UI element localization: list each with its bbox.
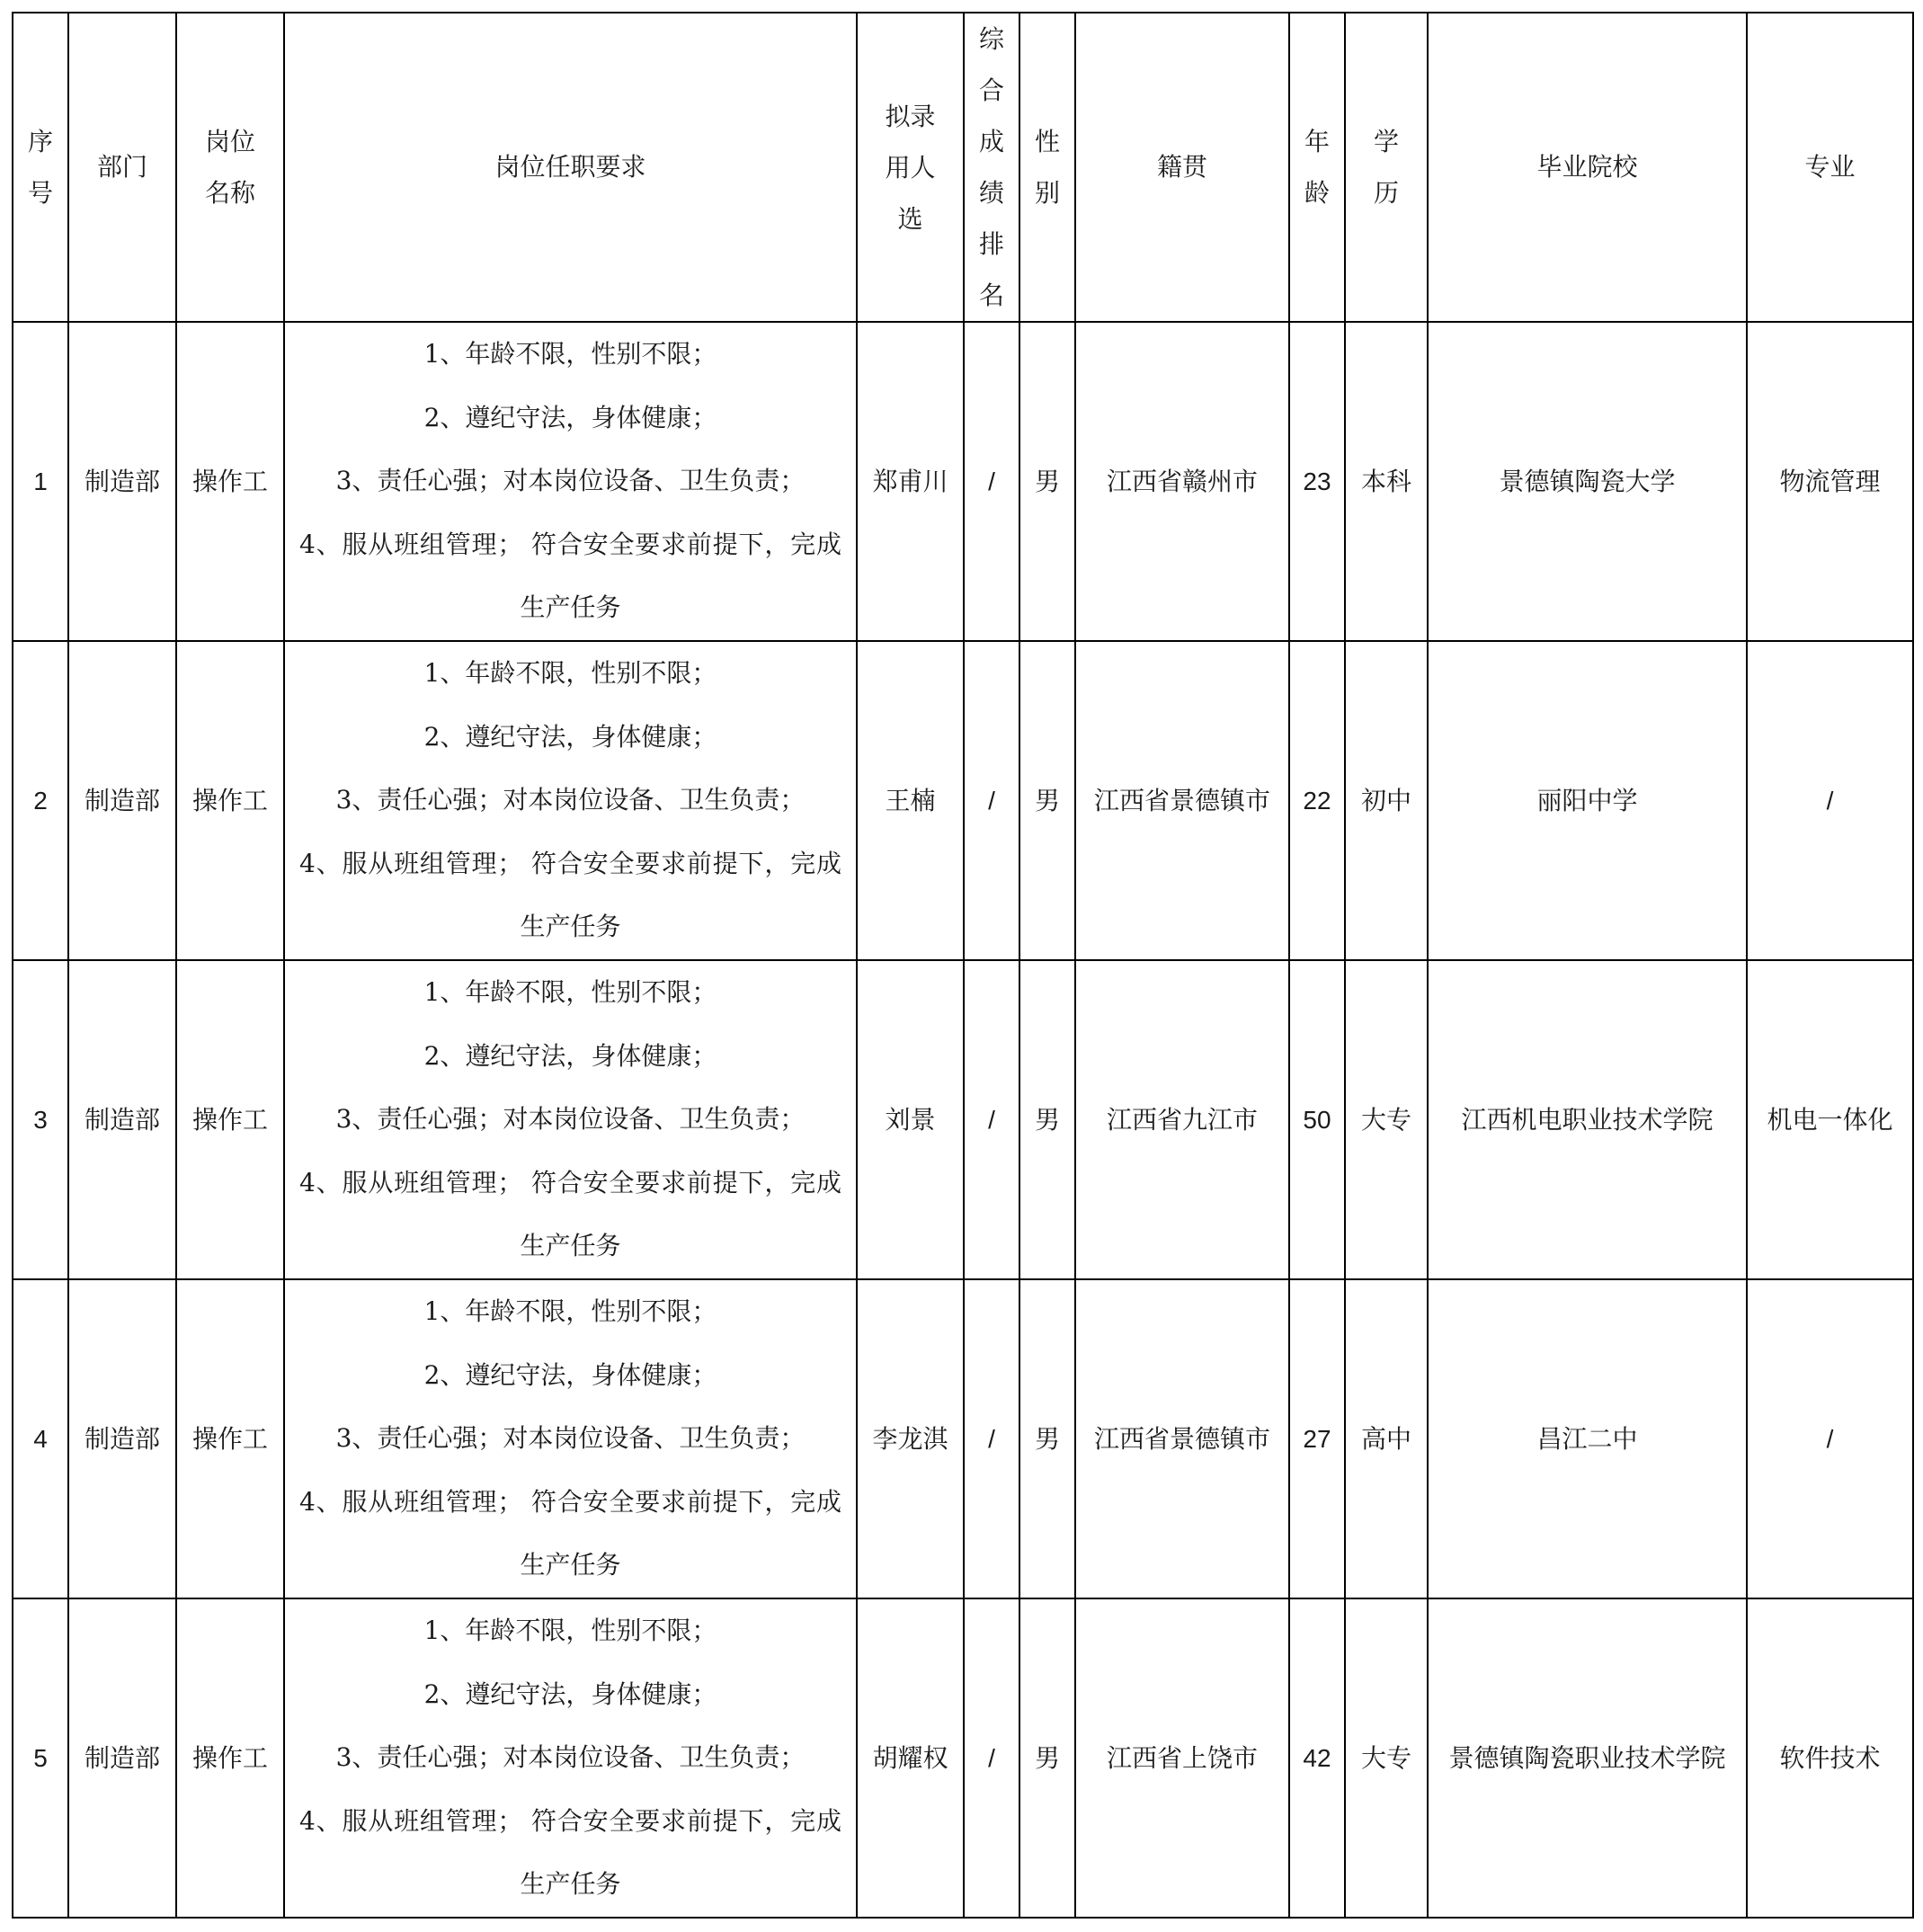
requirement-line: 3、责任心强；对本岗位设备、卫生负责； bbox=[335, 1742, 806, 1773]
hiring-roster-table bbox=[12, 12, 1914, 1919]
cell-position: 操作工 bbox=[176, 1279, 284, 1598]
cell-position: 操作工 bbox=[176, 322, 284, 641]
header-education: 学历 bbox=[1345, 13, 1428, 322]
cell-major: 软件技术 bbox=[1747, 1598, 1913, 1918]
cell-major: / bbox=[1747, 641, 1913, 960]
cell-origin: 江西省九江市 bbox=[1075, 960, 1289, 1279]
requirement-line: 1、年龄不限，性别不限； bbox=[423, 339, 717, 369]
requirement-line: 1、年龄不限，性别不限； bbox=[423, 1296, 717, 1327]
requirement-line: 2、遵纪守法，身体健康； bbox=[423, 721, 717, 752]
cell-dept: 制造部 bbox=[68, 1598, 176, 1918]
cell-dept: 制造部 bbox=[68, 322, 176, 641]
requirement-line: 4、服从班组管理； 符合安全要求前提下，完成生产任务 bbox=[299, 1167, 841, 1261]
header-position: 岗位名称 bbox=[176, 13, 284, 322]
cell-school: 江西机电职业技术学院 bbox=[1428, 960, 1747, 1279]
requirement-line: 4、服从班组管理； 符合安全要求前提下，完成生产任务 bbox=[299, 1486, 841, 1580]
cell-major: / bbox=[1747, 1279, 1913, 1598]
cell-school: 景德镇陶瓷职业技术学院 bbox=[1428, 1598, 1747, 1918]
cell-requirements bbox=[284, 322, 857, 641]
cell-gender: 男 bbox=[1019, 322, 1075, 641]
cell-dept: 制造部 bbox=[68, 641, 176, 960]
cell-major: 机电一体化 bbox=[1747, 960, 1913, 1279]
table-row bbox=[13, 1598, 1913, 1918]
cell-education: 大专 bbox=[1345, 960, 1428, 1279]
cell-rank: / bbox=[964, 641, 1019, 960]
requirement-line: 3、责任心强；对本岗位设备、卫生负责； bbox=[335, 1423, 806, 1454]
cell-education: 高中 bbox=[1345, 1279, 1428, 1598]
cell-education: 本科 bbox=[1345, 322, 1428, 641]
requirement-line: 4、服从班组管理； 符合安全要求前提下，完成生产任务 bbox=[299, 1805, 841, 1900]
cell-seq: 1 bbox=[13, 322, 68, 641]
requirement-line: 2、遵纪守法，身体健康； bbox=[423, 1359, 717, 1390]
table-row bbox=[13, 641, 1913, 960]
cell-candidate: 郑甫川 bbox=[857, 322, 964, 641]
header-row bbox=[13, 13, 1913, 322]
requirement-line: 3、责任心强；对本岗位设备、卫生负责； bbox=[335, 466, 806, 496]
requirement-line: 3、责任心强；对本岗位设备、卫生负责； bbox=[335, 1104, 806, 1135]
header-dept: 部门 bbox=[68, 13, 176, 322]
header-requirements: 岗位任职要求 bbox=[284, 13, 857, 322]
cell-age: 22 bbox=[1289, 641, 1345, 960]
requirement-line: 4、服从班组管理； 符合安全要求前提下，完成生产任务 bbox=[299, 529, 841, 623]
cell-seq: 5 bbox=[13, 1598, 68, 1918]
cell-rank: / bbox=[964, 322, 1019, 641]
header-rank: 综合成绩排名 bbox=[964, 13, 1019, 322]
requirement-line: 2、遵纪守法，身体健康； bbox=[423, 1040, 717, 1071]
cell-gender: 男 bbox=[1019, 641, 1075, 960]
cell-dept: 制造部 bbox=[68, 960, 176, 1279]
table-row bbox=[13, 322, 1913, 641]
cell-education: 大专 bbox=[1345, 1598, 1428, 1918]
cell-candidate: 李龙淇 bbox=[857, 1279, 964, 1598]
cell-school: 丽阳中学 bbox=[1428, 641, 1747, 960]
requirement-line: 1、年龄不限，性别不限； bbox=[423, 977, 717, 1008]
cell-requirements bbox=[284, 1598, 857, 1918]
cell-school: 景德镇陶瓷大学 bbox=[1428, 322, 1747, 641]
cell-gender: 男 bbox=[1019, 960, 1075, 1279]
cell-age: 42 bbox=[1289, 1598, 1345, 1918]
cell-position: 操作工 bbox=[176, 1598, 284, 1918]
header-school: 毕业院校 bbox=[1428, 13, 1747, 322]
cell-gender: 男 bbox=[1019, 1598, 1075, 1918]
cell-gender: 男 bbox=[1019, 1279, 1075, 1598]
cell-candidate: 刘景 bbox=[857, 960, 964, 1279]
requirement-line: 1、年龄不限，性别不限； bbox=[423, 658, 717, 689]
table-body bbox=[13, 322, 1913, 1918]
requirement-line: 1、年龄不限，性别不限； bbox=[423, 1616, 717, 1646]
cell-candidate: 王楠 bbox=[857, 641, 964, 960]
requirement-line: 2、遵纪守法，身体健康； bbox=[423, 1678, 717, 1709]
cell-rank: / bbox=[964, 960, 1019, 1279]
cell-candidate: 胡耀权 bbox=[857, 1598, 964, 1918]
table-row bbox=[13, 1279, 1913, 1598]
cell-origin: 江西省赣州市 bbox=[1075, 322, 1289, 641]
requirement-line: 2、遵纪守法，身体健康； bbox=[423, 402, 717, 432]
header-gender: 性别 bbox=[1019, 13, 1075, 322]
cell-seq: 4 bbox=[13, 1279, 68, 1598]
header-seq: 序号 bbox=[13, 13, 68, 322]
cell-education: 初中 bbox=[1345, 641, 1428, 960]
requirement-line: 4、服从班组管理； 符合安全要求前提下，完成生产任务 bbox=[299, 848, 841, 942]
cell-seq: 2 bbox=[13, 641, 68, 960]
cell-origin: 江西省上饶市 bbox=[1075, 1598, 1289, 1918]
requirement-line: 3、责任心强；对本岗位设备、卫生负责； bbox=[335, 785, 806, 815]
cell-seq: 3 bbox=[13, 960, 68, 1279]
cell-origin: 江西省景德镇市 bbox=[1075, 641, 1289, 960]
cell-age: 50 bbox=[1289, 960, 1345, 1279]
cell-major: 物流管理 bbox=[1747, 322, 1913, 641]
cell-origin: 江西省景德镇市 bbox=[1075, 1279, 1289, 1598]
header-origin: 籍贯 bbox=[1075, 13, 1289, 322]
cell-school: 昌江二中 bbox=[1428, 1279, 1747, 1598]
cell-rank: / bbox=[964, 1279, 1019, 1598]
cell-position: 操作工 bbox=[176, 960, 284, 1279]
table-row bbox=[13, 960, 1913, 1279]
cell-requirements bbox=[284, 641, 857, 960]
header-age: 年龄 bbox=[1289, 13, 1345, 322]
cell-rank: / bbox=[964, 1598, 1019, 1918]
cell-position: 操作工 bbox=[176, 641, 284, 960]
cell-dept: 制造部 bbox=[68, 1279, 176, 1598]
cell-requirements bbox=[284, 960, 857, 1279]
cell-age: 23 bbox=[1289, 322, 1345, 641]
header-major: 专业 bbox=[1747, 13, 1913, 322]
header-candidate: 拟录用人选 bbox=[857, 13, 964, 322]
cell-requirements bbox=[284, 1279, 857, 1598]
cell-age: 27 bbox=[1289, 1279, 1345, 1598]
